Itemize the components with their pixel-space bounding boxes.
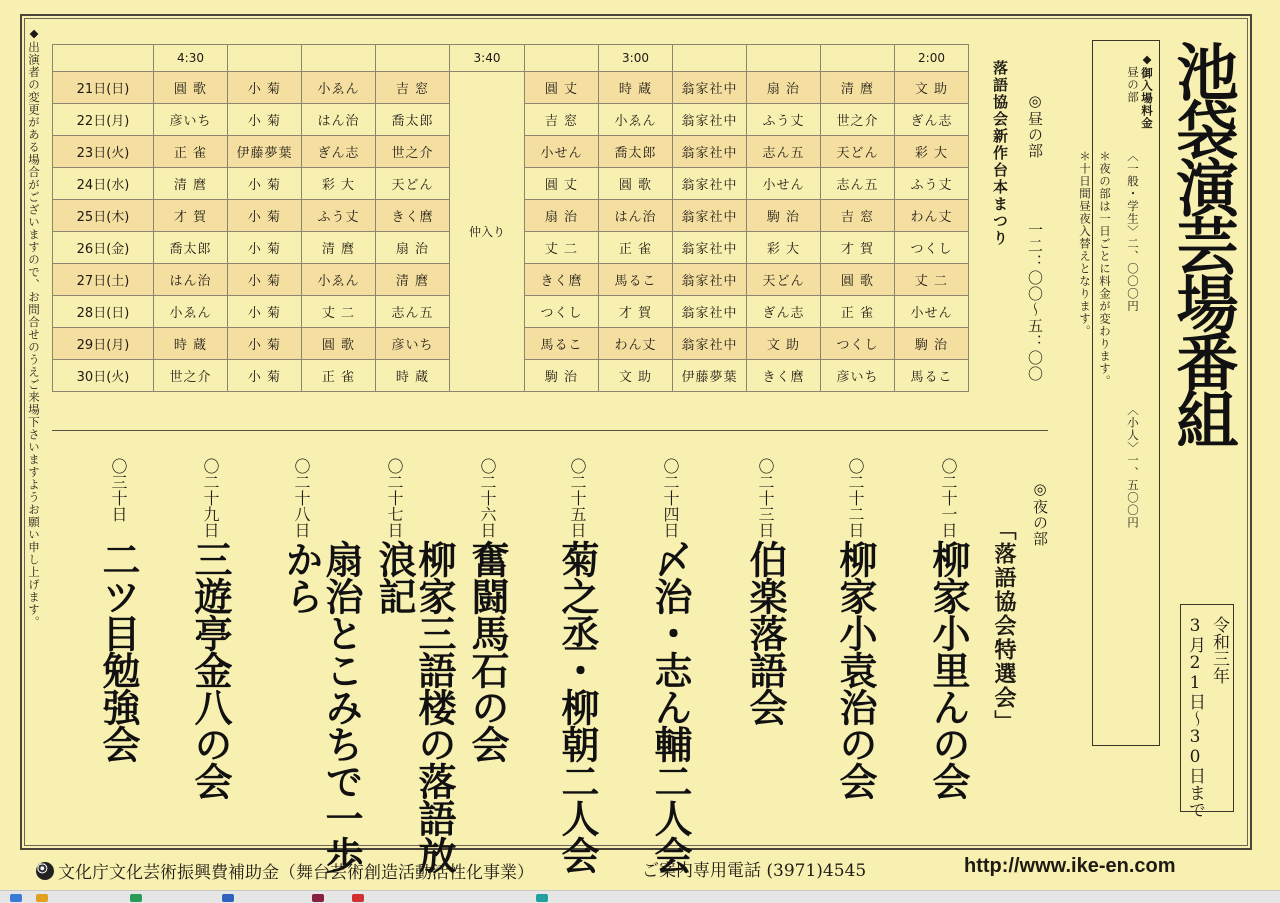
price-heading: ◆御入場料金 xyxy=(1140,52,1154,130)
performer-cell: 圓 丈 xyxy=(525,168,599,200)
subsidy-credit xyxy=(36,858,534,883)
night-event-title: 〆治・志ん輔二人会 xyxy=(648,540,692,873)
performer-cell: 扇 治 xyxy=(376,232,450,264)
section-divider xyxy=(52,430,1048,431)
night-event-title: 二ツ目勉強会 xyxy=(96,540,140,762)
night-program-event: 「落語協会特選会」 xyxy=(991,518,1016,734)
performer-cell: 世之介 xyxy=(154,360,228,392)
performer-cell: 吉 窓 xyxy=(525,104,599,136)
performer-cell: 志ん五 xyxy=(376,296,450,328)
performer-cell: 彩 大 xyxy=(747,232,821,264)
performer-cell: 翁家社中 xyxy=(673,296,747,328)
time-header xyxy=(747,45,821,72)
taskbar-app-icon[interactable] xyxy=(312,894,324,902)
performer-cell: 扇 治 xyxy=(525,200,599,232)
schedule-day: 27日(土) xyxy=(53,264,154,296)
phone-info: ご案内専用電話 (3971)4545 xyxy=(642,861,867,881)
date-range: 3月21日〜30日まで xyxy=(1185,616,1205,818)
performer-cell: 翁家社中 xyxy=(673,136,747,168)
schedule-day: 22日(月) xyxy=(53,104,154,136)
performer-cell: 才 賀 xyxy=(154,200,228,232)
performer-cell: 小ゑん xyxy=(154,296,228,328)
performer-cell: 翁家社中 xyxy=(673,72,747,104)
performer-cell: 文 助 xyxy=(895,72,969,104)
schedule-day: 23日(火) xyxy=(53,136,154,168)
performer-cell: 天どん xyxy=(376,168,450,200)
time-header xyxy=(525,45,599,72)
performer-cell: 圓 丈 xyxy=(525,72,599,104)
performer-cell: 正 雀 xyxy=(821,296,895,328)
performer-cell: 吉 窓 xyxy=(821,200,895,232)
performer-cell: 志ん五 xyxy=(821,168,895,200)
day-program-times: 一二：〇〇〜五：〇〇 xyxy=(1026,222,1044,382)
performer-cell: 伊藤夢葉 xyxy=(228,136,302,168)
performer-cell: 清 麿 xyxy=(302,232,376,264)
schedule-day: 25日(木) xyxy=(53,200,154,232)
performer-cell: 世之介 xyxy=(376,136,450,168)
performer-cell: 彦いち xyxy=(154,104,228,136)
performer-cell: わん丈 xyxy=(895,200,969,232)
taskbar-app-icon[interactable] xyxy=(130,894,142,902)
performer-cell: わん丈 xyxy=(599,328,673,360)
performer-cell: 駒 治 xyxy=(895,328,969,360)
performer-cell: 小せん xyxy=(525,136,599,168)
night-event-date: 〇二十三日 xyxy=(756,458,775,538)
performer-cell: 小 菊 xyxy=(228,328,302,360)
price-general: 〈一般・学生〉二、〇〇〇円 xyxy=(1126,150,1140,313)
night-program-label: ◎夜の部 xyxy=(1031,480,1049,547)
performer-cell: 小せん xyxy=(747,168,821,200)
night-event-date: 〇二十二日 xyxy=(846,458,865,538)
performer-cell: 正 雀 xyxy=(302,360,376,392)
price-note-2: ＊十日間昼夜入替えとなります。 xyxy=(1078,150,1092,338)
time-header: 3:00 xyxy=(599,45,673,72)
performer-cell: 正 雀 xyxy=(599,232,673,264)
performer-cell: 圓 歌 xyxy=(599,168,673,200)
performer-cell: つくし xyxy=(525,296,599,328)
performer-cell: 小ゑん xyxy=(302,264,376,296)
performer-cell: 小 菊 xyxy=(228,264,302,296)
performer-cell: 喬太郎 xyxy=(599,136,673,168)
performer-cell: はん治 xyxy=(599,200,673,232)
performer-cell: 小 菊 xyxy=(228,168,302,200)
price-child: 〈小人〉一、五〇〇円 xyxy=(1126,404,1140,529)
schedule-day: 29日(月) xyxy=(53,328,154,360)
performer-cell: 馬るこ xyxy=(895,360,969,392)
performer-cell: 小 菊 xyxy=(228,232,302,264)
performer-cell: 小ゑん xyxy=(302,72,376,104)
performer-cell: つくし xyxy=(895,232,969,264)
time-header xyxy=(821,45,895,72)
performer-cell: ふう丈 xyxy=(302,200,376,232)
performer-cell: ふう丈 xyxy=(895,168,969,200)
price-note-1: ＊夜の部は一日ごとに料金が変わります。 xyxy=(1098,150,1112,388)
night-event-date: 〇二十一日 xyxy=(939,458,958,538)
performer-cell: 清 麿 xyxy=(376,264,450,296)
night-event-title: 伯楽落語会 xyxy=(743,540,787,725)
day-program-event: 落語協会新作台本まつり xyxy=(991,60,1009,247)
performer-cell: 時 蔵 xyxy=(154,328,228,360)
performer-cell: きく麿 xyxy=(525,264,599,296)
time-header xyxy=(673,45,747,72)
performer-cell: 世之介 xyxy=(821,104,895,136)
price-sub: 昼の部 xyxy=(1126,66,1140,104)
night-event-title: 扇治とこみちで一歩から xyxy=(279,540,363,873)
schedule-day: 28日(日) xyxy=(53,296,154,328)
performer-cell: 馬るこ xyxy=(525,328,599,360)
night-event-date: 〇二十五日 xyxy=(568,458,587,538)
performer-cell: 時 蔵 xyxy=(599,72,673,104)
performer-cell: 文 助 xyxy=(599,360,673,392)
time-header: 4:30 xyxy=(154,45,228,72)
performer-cell: 丈 二 xyxy=(895,264,969,296)
schedule-day: 26日(金) xyxy=(53,232,154,264)
performer-cell: 駒 治 xyxy=(525,360,599,392)
time-header: 2:00 xyxy=(895,45,969,72)
time-header: 3:40 xyxy=(450,45,525,72)
night-event-date: 〇二十四日 xyxy=(661,458,680,538)
intermission-cell: 仲入り xyxy=(450,72,525,392)
day-program-label: ◎昼の部 xyxy=(1026,92,1044,159)
performer-cell: 扇 治 xyxy=(747,72,821,104)
schedule-day: 24日(水) xyxy=(53,168,154,200)
performer-cell: 翁家社中 xyxy=(673,232,747,264)
performer-cell: ぎん志 xyxy=(895,104,969,136)
performer-cell: ふう丈 xyxy=(747,104,821,136)
taskbar-app-icon[interactable] xyxy=(10,894,22,902)
performer-cell: 喬太郎 xyxy=(154,232,228,264)
performer-cell: きく麿 xyxy=(376,200,450,232)
price-box xyxy=(1092,40,1160,746)
night-event-date: 〇三十日 xyxy=(109,458,128,522)
night-event-title: 奮闘馬石の会 xyxy=(465,540,509,762)
subsidy-text: 文化庁文化芸術振興費補助金（舞台芸術創造活動活性化事業） xyxy=(58,863,534,883)
night-event-title: 菊之丞・柳朝二人会 xyxy=(555,540,599,873)
performer-cell: 彩 大 xyxy=(302,168,376,200)
night-event-date: 〇二十九日 xyxy=(201,458,220,538)
performer-cell: 正 雀 xyxy=(154,136,228,168)
schedule-row xyxy=(53,72,969,104)
performer-cell: 小 菊 xyxy=(228,296,302,328)
time-header xyxy=(376,45,450,72)
night-event-date: 〇二十七日 xyxy=(385,458,404,538)
performer-cell: 翁家社中 xyxy=(673,200,747,232)
performer-cell: 才 賀 xyxy=(821,232,895,264)
time-header xyxy=(228,45,302,72)
performer-cell: 小 菊 xyxy=(228,72,302,104)
performer-cell: きく麿 xyxy=(747,360,821,392)
performer-cell: 馬るこ xyxy=(599,264,673,296)
performer-cell: 天どん xyxy=(821,136,895,168)
performer-cell: 伊藤夢葉 xyxy=(673,360,747,392)
time-header xyxy=(302,45,376,72)
night-event-title: 三遊亭金八の会 xyxy=(188,540,232,799)
taskbar-app-icon[interactable] xyxy=(352,894,364,902)
performer-cell: 圓 歌 xyxy=(821,264,895,296)
performer-cell: 小 菊 xyxy=(228,104,302,136)
taskbar-app-icon[interactable] xyxy=(536,894,548,902)
performer-cell: 小ゑん xyxy=(599,104,673,136)
performer-cell: 丈 二 xyxy=(525,232,599,264)
performer-cell: 小 菊 xyxy=(228,360,302,392)
website-url[interactable]: http://www.ike-en.com xyxy=(964,855,1176,877)
schedule-header-row xyxy=(53,45,969,72)
performer-cell: 丈 二 xyxy=(302,296,376,328)
performer-cell: ぎん志 xyxy=(747,296,821,328)
night-event-title: 柳家小里んの会 xyxy=(926,540,970,799)
performer-cell: 翁家社中 xyxy=(673,168,747,200)
schedule-day: 21日(日) xyxy=(53,72,154,104)
performer-cell: 吉 窓 xyxy=(376,72,450,104)
performer-cell: 駒 治 xyxy=(747,200,821,232)
performer-cell: ぎん志 xyxy=(302,136,376,168)
taskbar xyxy=(0,890,1280,903)
night-event-date: 〇二十八日 xyxy=(292,458,311,538)
night-event-date: 〇二十六日 xyxy=(478,458,497,538)
performer-cell: 彦いち xyxy=(821,360,895,392)
performer-cell: 翁家社中 xyxy=(673,104,747,136)
performer-cell: 翁家社中 xyxy=(673,264,747,296)
performer-cell: 才 賀 xyxy=(599,296,673,328)
performer-cell: 清 麿 xyxy=(154,168,228,200)
time-header xyxy=(53,45,154,72)
performer-cell: はん治 xyxy=(154,264,228,296)
night-event-title: 柳家小袁治の会 xyxy=(833,540,877,799)
page-title: 池袋演芸場番組 xyxy=(1166,40,1239,446)
taskbar-app-icon[interactable] xyxy=(36,894,48,902)
performer-cell: 小せん xyxy=(895,296,969,328)
change-notice: ◆出演者の変更がある場合がございますので、お問合せのうえご来場下さいますようお願い申し上げます。 xyxy=(27,26,41,629)
performer-cell: 志ん五 xyxy=(747,136,821,168)
schedule-table xyxy=(52,44,969,392)
performer-cell: つくし xyxy=(821,328,895,360)
performer-cell: 彦いち xyxy=(376,328,450,360)
performer-cell: 清 麿 xyxy=(821,72,895,104)
night-event-title: 柳家三語楼の落語放浪記 xyxy=(372,540,456,873)
schedule-day: 30日(火) xyxy=(53,360,154,392)
performer-cell: はん治 xyxy=(302,104,376,136)
performer-cell: 彩 大 xyxy=(895,136,969,168)
performer-cell: 文 助 xyxy=(747,328,821,360)
performer-cell: 天どん xyxy=(747,264,821,296)
performer-cell: 時 蔵 xyxy=(376,360,450,392)
taskbar-app-icon[interactable] xyxy=(222,894,234,902)
performer-cell: 圓 歌 xyxy=(302,328,376,360)
performer-cell: 小 菊 xyxy=(228,200,302,232)
performer-cell: 圓 歌 xyxy=(154,72,228,104)
performer-cell: 翁家社中 xyxy=(673,328,747,360)
date-year: 令和三年 xyxy=(1209,616,1229,684)
agency-logo-icon xyxy=(36,862,54,880)
performer-cell: 喬太郎 xyxy=(376,104,450,136)
